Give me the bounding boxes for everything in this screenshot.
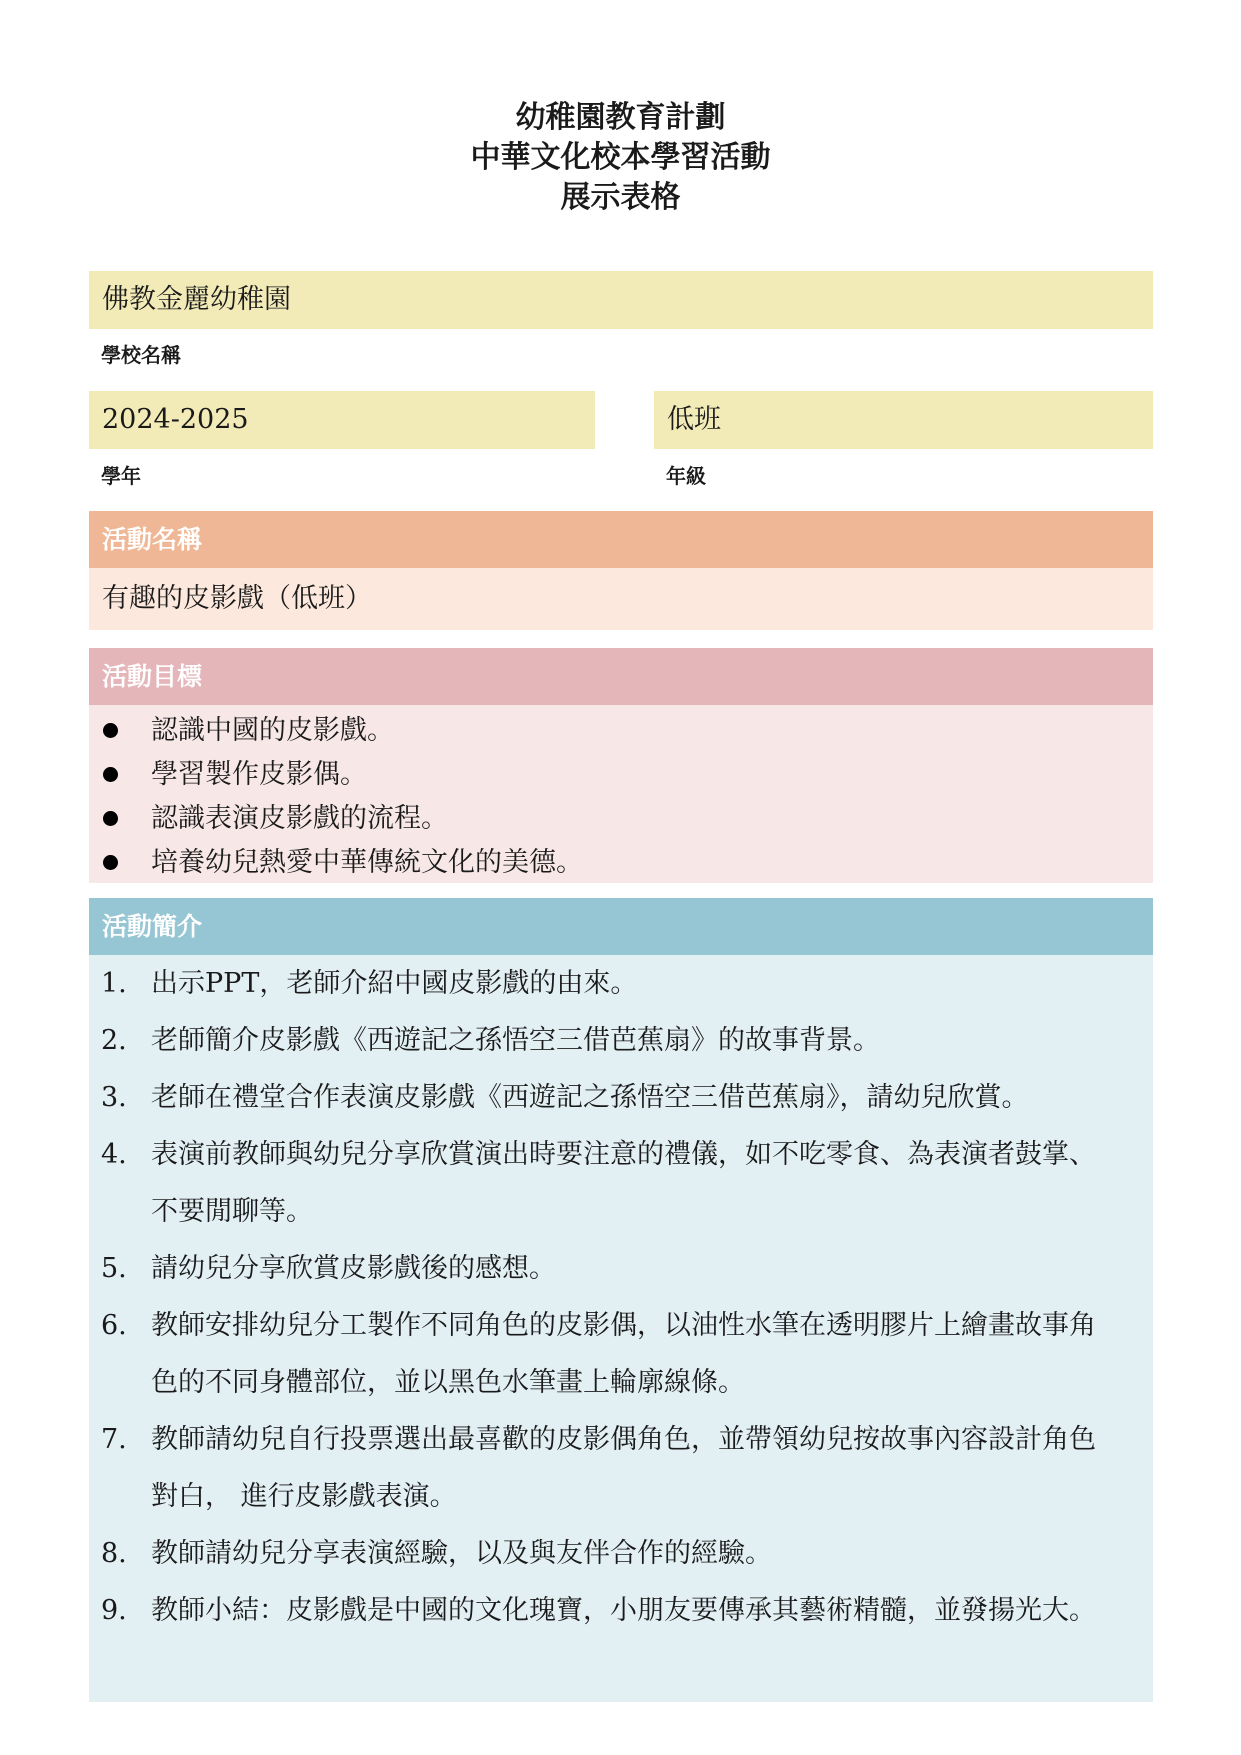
summary-body bbox=[89, 955, 1153, 1702]
grade-field[interactable]: 低班 bbox=[654, 391, 1153, 449]
bullet-icon bbox=[103, 767, 118, 782]
objective-item: 認識中國的皮影戲。 bbox=[89, 709, 1153, 753]
activity-name-heading: 活動名稱 bbox=[89, 511, 1153, 568]
summary-heading: 活動簡介 bbox=[89, 898, 1153, 955]
objectives-body bbox=[89, 705, 1153, 883]
school-name-field[interactable]: 佛教金麗幼稚園 bbox=[89, 271, 1153, 329]
bullet-icon bbox=[103, 811, 118, 826]
summary-item: 3. 老師在禮堂合作表演皮影戲《西遊記之孫悟空三借芭蕉扇》，請幼兒欣賞。 bbox=[101, 1082, 1029, 1113]
school-name-label: 學校名稱 bbox=[101, 343, 181, 367]
objectives-heading: 活動目標 bbox=[89, 648, 1153, 705]
objective-item: 培養幼兒熱愛中華傳統文化的美德。 bbox=[89, 841, 1153, 885]
bullet-icon bbox=[103, 855, 118, 870]
summary-item: 1. 出示PPT，老師介紹中國皮影戲的由來。 bbox=[101, 968, 638, 999]
title-line-1: 幼稚園教育計劃 bbox=[515, 100, 726, 135]
school-year-field[interactable]: 2024-2025 bbox=[89, 391, 595, 449]
grade-label: 年級 bbox=[666, 464, 706, 488]
school-year-label: 學年 bbox=[101, 464, 141, 488]
summary-item: 5. 請幼兒分享欣賞皮影戲後的感想。 bbox=[101, 1253, 556, 1284]
summary-item: 4. 表演前教師與幼兒分享欣賞演出時要注意的禮儀，如不吃零食、為表演者鼓掌、不要閒聊等。 bbox=[101, 1139, 1096, 1227]
summary-item: 7. 教師請幼兒自行投票選出最喜歡的皮影偶角色，並帶領幼兒按故事內容設計角色對白， 進行皮影戲表演。 bbox=[101, 1424, 1096, 1512]
objective-item: 認識表演皮影戲的流程。 bbox=[89, 797, 1153, 841]
activity-name-value[interactable]: 有趣的皮影戲（低班） bbox=[89, 568, 1153, 630]
summary-item: 6. 教師安排幼兒分工製作不同角色的皮影偶，以油性水筆在透明膠片上繪畫故事角色的不同身體部位，並以黑色水筆畫上輪廓線條。 bbox=[101, 1310, 1096, 1398]
objective-item: 學習製作皮影偶。 bbox=[89, 753, 1153, 797]
title-line-2: 中華文化校本學習活動 bbox=[470, 140, 771, 175]
bullet-icon bbox=[103, 723, 118, 738]
summary-list bbox=[89, 955, 1153, 1639]
summary-item: 9. 教師小結：皮影戲是中國的文化瑰寶，小朋友要傳承其藝術精髓，並發揚光大。 bbox=[101, 1595, 1096, 1626]
objectives-list bbox=[89, 705, 1153, 885]
page-title bbox=[0, 98, 1241, 218]
summary-item: 8. 教師請幼兒分享表演經驗，以及與友伴合作的經驗。 bbox=[101, 1538, 772, 1569]
title-line-3: 展示表格 bbox=[560, 180, 681, 215]
summary-item: 2. 老師簡介皮影戲《西遊記之孫悟空三借芭蕉扇》的故事背景。 bbox=[101, 1025, 880, 1056]
